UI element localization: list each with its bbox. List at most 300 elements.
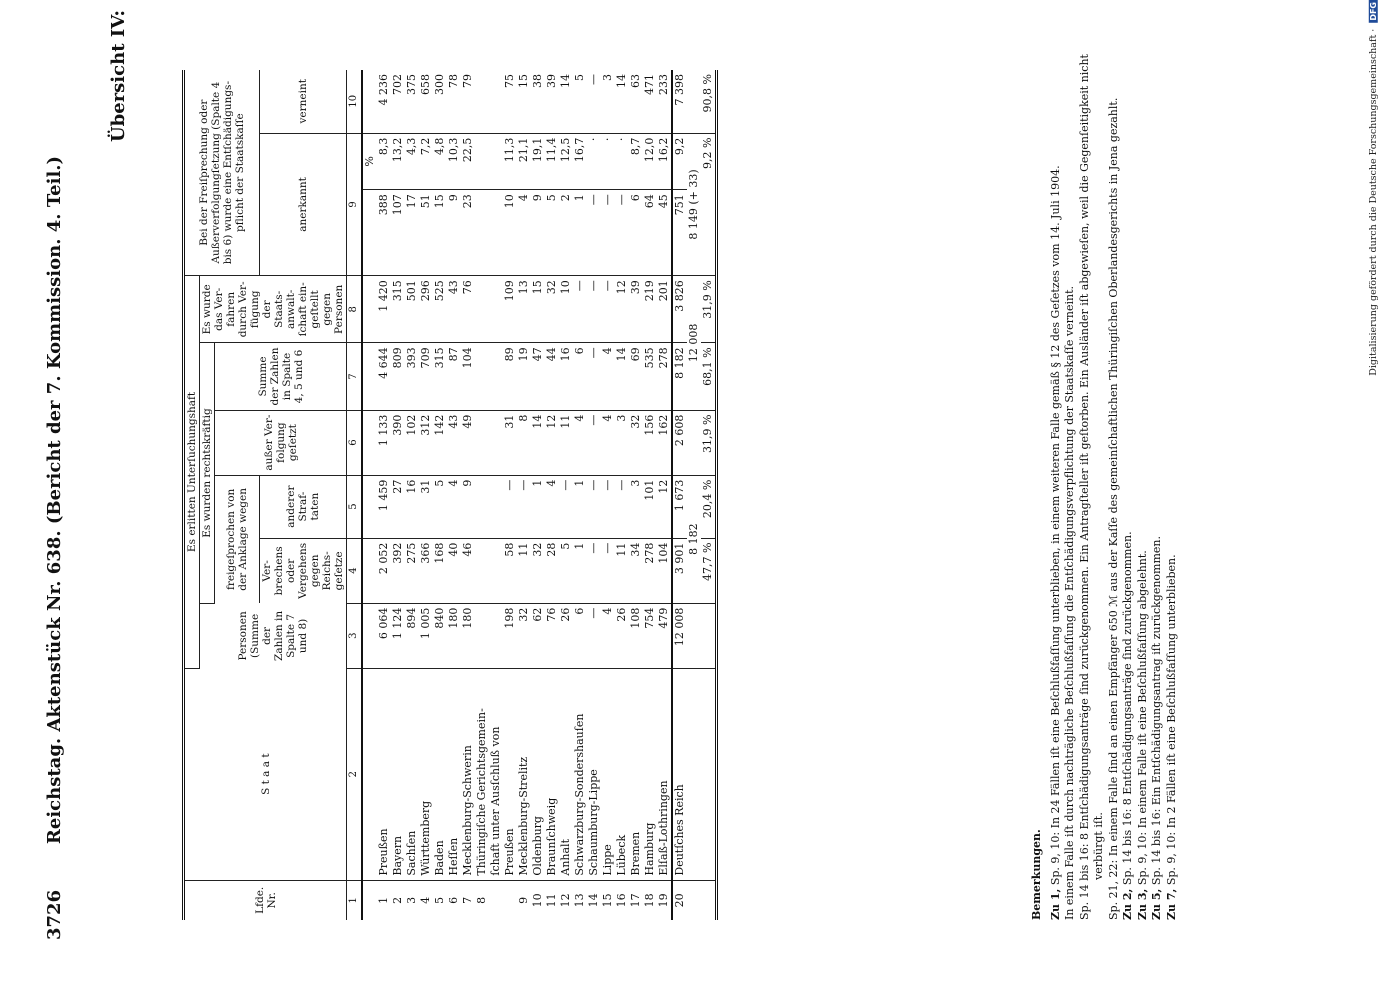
state-name: Sachſen bbox=[405, 668, 419, 880]
cell-c5: — bbox=[615, 475, 629, 538]
cell-c6: 156 bbox=[643, 410, 657, 475]
state-name: Anhalt bbox=[559, 668, 573, 880]
table-body bbox=[362, 70, 672, 920]
col-number: 6 bbox=[347, 410, 363, 475]
cell-c6: 43 bbox=[447, 410, 461, 475]
table-row bbox=[531, 70, 545, 920]
cell-c10: 5 bbox=[573, 70, 587, 133]
page-number: 3726 bbox=[44, 889, 65, 940]
cell-c9p bbox=[489, 133, 503, 190]
table-row bbox=[643, 70, 657, 920]
cell-c4 bbox=[475, 538, 489, 603]
table-row bbox=[391, 70, 405, 920]
cell-c10: 702 bbox=[391, 70, 405, 133]
remark-line bbox=[1150, 50, 1165, 920]
remark-lead: Zu 1, bbox=[1048, 888, 1062, 920]
row-number: 8 bbox=[475, 896, 488, 904]
cell-c3: 1 124 bbox=[391, 603, 405, 668]
column-number-row bbox=[347, 70, 363, 920]
sum-c4-c5: 8 182 bbox=[687, 475, 701, 603]
page-title: Reichstag. Aktenstück Nr. 638. (Bericht der 7. Kommission. 4. Teil.) bbox=[44, 155, 65, 845]
cell-c9p: 13,2 bbox=[391, 133, 405, 190]
remark-line bbox=[1078, 50, 1107, 920]
cell-c3: 26 bbox=[615, 603, 629, 668]
table-row bbox=[517, 70, 531, 920]
cell-c7: 69 bbox=[629, 343, 643, 410]
statistics-table bbox=[182, 70, 718, 920]
cell-c3: 479 bbox=[657, 603, 672, 668]
state-name: Preußen bbox=[503, 668, 517, 880]
state-name: Bremen bbox=[629, 668, 643, 880]
state-name: ſchaft unter Ausſchluß von bbox=[489, 668, 503, 880]
row-number: 12 bbox=[559, 893, 572, 908]
pct-c5: 20,4 % bbox=[701, 475, 717, 538]
remark-text: Sp. 9, 10: In 2 Fällen iſt eine Beſchlußfaſſung unterblieben. bbox=[1164, 554, 1178, 886]
cell-c3: — bbox=[587, 603, 601, 668]
cell-c7: 6 bbox=[573, 343, 587, 410]
cell-c10 bbox=[475, 70, 489, 133]
table-row bbox=[405, 70, 419, 920]
cell-c7: 393 bbox=[405, 343, 419, 410]
cell-c5: 1 459 bbox=[377, 475, 391, 538]
cell-c8: 525 bbox=[433, 276, 447, 343]
state-name: Preußen bbox=[377, 668, 391, 880]
cell-c10: — bbox=[587, 70, 601, 133]
cell-c10: 79 bbox=[461, 70, 475, 133]
cell-c10: 233 bbox=[657, 70, 672, 133]
cell-c5: 1 bbox=[531, 475, 545, 538]
cell-c3: 198 bbox=[503, 603, 517, 668]
cell-c10: 78 bbox=[447, 70, 461, 133]
col-number: 10 bbox=[347, 70, 363, 133]
subtotal-row bbox=[687, 70, 701, 920]
cell-c8 bbox=[489, 276, 503, 343]
pct-c6: 31,9 % bbox=[701, 410, 717, 475]
remark-lead: Zu 5, bbox=[1150, 888, 1163, 920]
cell-c8: — bbox=[573, 276, 587, 343]
dfg-logo: DFG bbox=[1369, 2, 1378, 21]
cell-c4: 11 bbox=[615, 538, 629, 603]
col-head-verbrechen: Ver-brechens oder Vergehens gegen Reichs-geſetze bbox=[260, 538, 347, 603]
cell-c3: 76 bbox=[545, 603, 559, 668]
cell-c6: 4 bbox=[601, 410, 615, 475]
cell-c9: 17 bbox=[405, 190, 419, 276]
cell-c3 bbox=[475, 603, 489, 668]
col-number: 8 bbox=[347, 276, 363, 343]
cell-c5: — bbox=[601, 475, 615, 538]
cell-c3: 840 bbox=[433, 603, 447, 668]
cell-c5: 9 bbox=[461, 475, 475, 538]
col-head-anerkannt: anerkannt bbox=[260, 133, 347, 276]
row-number: 14 bbox=[587, 893, 600, 908]
remark-lead: Zu 2, bbox=[1121, 888, 1134, 920]
cell-c9p bbox=[475, 133, 489, 190]
remark-text: Sp. 9, 10: In einem Falle iſt eine Beſchlußfaſſung abgelehnt. bbox=[1135, 550, 1149, 886]
cell-c9p: 11,3 bbox=[503, 133, 517, 190]
table-row bbox=[587, 70, 601, 920]
cell-c7: 14 bbox=[615, 343, 629, 410]
cell-c9: 2 bbox=[559, 190, 573, 276]
cell-c8: 10 bbox=[559, 276, 573, 343]
col-number: 1 bbox=[347, 880, 363, 920]
cell-c4: — bbox=[601, 538, 615, 603]
cell-c7 bbox=[489, 343, 503, 410]
state-name: Elſaß-Lothringen bbox=[657, 668, 672, 880]
table-row bbox=[433, 70, 447, 920]
col-head-rechtskraeftig: Es wurden rechtskräftig bbox=[200, 343, 215, 603]
cell-c7: 16 bbox=[559, 343, 573, 410]
cell-c7: 4 644 bbox=[377, 343, 391, 410]
cell-c10: 38 bbox=[531, 70, 545, 133]
remark-line bbox=[1107, 50, 1122, 920]
cell-c6: 32 bbox=[629, 410, 643, 475]
cell-c9p: 21,1 bbox=[517, 133, 531, 190]
state-name: Heſſen bbox=[447, 668, 461, 880]
cell-c9: 15 bbox=[433, 190, 447, 276]
table-row bbox=[601, 70, 615, 920]
cell-c8: — bbox=[601, 276, 615, 343]
state-name: Bayern bbox=[391, 668, 405, 880]
row-number: 4 bbox=[419, 896, 432, 904]
cell-c10: 14 bbox=[559, 70, 573, 133]
cell-c6: 4 bbox=[573, 410, 587, 475]
cell-c8: 501 bbox=[405, 276, 419, 343]
col-head-freigesprochen: freigeſprochen von der Anklage wegen bbox=[215, 475, 260, 603]
cell-c5: 101 bbox=[643, 475, 657, 538]
sum-c7-c8: 12 008 bbox=[687, 276, 701, 410]
cell-c9: 9 bbox=[447, 190, 461, 276]
cell-c5 bbox=[475, 475, 489, 538]
cell-c3: 180 bbox=[461, 603, 475, 668]
cell-c3: 6 064 bbox=[377, 603, 391, 668]
cell-c9: 1 bbox=[573, 190, 587, 276]
col-number: 2 bbox=[347, 668, 363, 880]
col-number: 9 bbox=[347, 133, 363, 276]
row-number: 2 bbox=[391, 896, 404, 904]
row-number: 6 bbox=[447, 896, 460, 904]
cell-c4: 275 bbox=[405, 538, 419, 603]
cell-c4 bbox=[489, 538, 503, 603]
cell-c10: 39 bbox=[545, 70, 559, 133]
table-row bbox=[545, 70, 559, 920]
cell-c4: — bbox=[587, 538, 601, 603]
col-head-erlitten: Es erlitten Unterſuchungshaft bbox=[184, 276, 200, 668]
cell-c7: 709 bbox=[419, 343, 433, 410]
cell-c5: 1 bbox=[573, 475, 587, 538]
cell-c9: 9 bbox=[531, 190, 545, 276]
percent-row bbox=[701, 70, 717, 920]
cell-c9: 388 bbox=[377, 190, 391, 276]
cell-c9 bbox=[475, 190, 489, 276]
cell-c3: 32 bbox=[517, 603, 531, 668]
remark-text: Sp. 14 bis 16: Ein Entſchädigungsantrag iſt zurückgenommen. bbox=[1150, 536, 1163, 886]
overview-heading: Übersicht IV: bbox=[108, 10, 129, 143]
pct-c7: 68,1 % bbox=[701, 343, 717, 410]
cell-c9 bbox=[489, 190, 503, 276]
cell-c8: 201 bbox=[657, 276, 672, 343]
footer-text: Digitalisierung gefördert durch die Deutsche Forschungsgemeinschaft · bbox=[1368, 28, 1379, 376]
cell-c8: 1 420 bbox=[377, 276, 391, 343]
cell-c3: 1 005 bbox=[419, 603, 433, 668]
cell-c3: 6 bbox=[573, 603, 587, 668]
cell-c9: 5 bbox=[545, 190, 559, 276]
cell-c5: 31 bbox=[419, 475, 433, 538]
col-head-verneint: verneint bbox=[260, 70, 347, 133]
cell-c4: 5 bbox=[559, 538, 573, 603]
cell-c9: 51 bbox=[419, 190, 433, 276]
cell-c9p: 16,7 bbox=[573, 133, 587, 190]
table-row bbox=[615, 70, 629, 920]
col-number: 4 bbox=[347, 538, 363, 603]
cell-c3: 180 bbox=[447, 603, 461, 668]
cell-c8: 12 bbox=[615, 276, 629, 343]
cell-c5: — bbox=[559, 475, 573, 538]
remark-lead: Zu 7, bbox=[1164, 888, 1178, 920]
total-c8: 3 826 bbox=[672, 276, 687, 343]
col-head-summe: Summe der Zahlen in Spalte 4, 5 und 6 bbox=[215, 343, 347, 410]
row-number: 19 bbox=[657, 893, 670, 908]
cell-c9: — bbox=[615, 190, 629, 276]
state-name: Württemberg bbox=[419, 668, 433, 880]
table-row bbox=[629, 70, 643, 920]
remark-lead: Zu 3, bbox=[1135, 888, 1149, 920]
col-head-anderer: anderer Straf-taten bbox=[260, 475, 347, 538]
remark-line bbox=[1136, 50, 1151, 920]
cell-c8: — bbox=[587, 276, 601, 343]
cell-c4: 104 bbox=[657, 538, 672, 603]
table-row bbox=[447, 70, 461, 920]
cell-c10: 300 bbox=[433, 70, 447, 133]
cell-c6: 102 bbox=[405, 410, 419, 475]
cell-c5: 27 bbox=[391, 475, 405, 538]
table-row bbox=[573, 70, 587, 920]
remark-line bbox=[1165, 50, 1180, 920]
cell-c5: 16 bbox=[405, 475, 419, 538]
cell-c5: 5 bbox=[433, 475, 447, 538]
table-row bbox=[489, 70, 503, 920]
cell-c7: 47 bbox=[531, 343, 545, 410]
cell-c9p: 12,5 bbox=[559, 133, 573, 190]
total-c4: 3 901 bbox=[672, 538, 687, 603]
table-row bbox=[377, 70, 391, 920]
state-name: Thüringiſche Gerichtsgemein- bbox=[475, 668, 489, 880]
cell-c9p: 7,2 bbox=[419, 133, 433, 190]
cell-c8: 15 bbox=[531, 276, 545, 343]
remark-text: In einem Falle iſt durch nachträgliche Beſchlußfaſſung die Entſchädigungsverpflichtung der Staatskaſſe verneint. bbox=[1063, 286, 1076, 920]
cell-c6: 12 bbox=[545, 410, 559, 475]
cell-c10: 15 bbox=[517, 70, 531, 133]
cell-c6: 49 bbox=[461, 410, 475, 475]
col-head-staat: S t a a t bbox=[184, 668, 347, 880]
cell-c4: 2 052 bbox=[377, 538, 391, 603]
row-number: 15 bbox=[601, 893, 614, 908]
state-name: Oldenburg bbox=[531, 668, 545, 880]
state-name: Mecklenburg-Strelitz bbox=[517, 668, 531, 880]
cell-c7: — bbox=[587, 343, 601, 410]
pct-c8: 31,9 % bbox=[701, 276, 717, 343]
cell-c9p: 4,8 bbox=[433, 133, 447, 190]
cell-c4: 32 bbox=[531, 538, 545, 603]
state-name: Braunſchweig bbox=[545, 668, 559, 880]
cell-c6: 1 133 bbox=[377, 410, 391, 475]
cell-c9p: · bbox=[615, 133, 629, 190]
cell-c9: — bbox=[587, 190, 601, 276]
cell-c9p: 19,1 bbox=[531, 133, 545, 190]
cell-c3: 4 bbox=[601, 603, 615, 668]
cell-c9p: 10,3 bbox=[447, 133, 461, 190]
row-number: 11 bbox=[545, 893, 558, 908]
cell-c9p: 22,5 bbox=[461, 133, 475, 190]
cell-c8: 13 bbox=[517, 276, 531, 343]
cell-c5: 4 bbox=[545, 475, 559, 538]
remark-line bbox=[1049, 50, 1064, 920]
cell-c9: 23 bbox=[461, 190, 475, 276]
cell-c3: 754 bbox=[643, 603, 657, 668]
state-name: Lübeck bbox=[615, 668, 629, 880]
col-head-lfde: Lfde. Nr. bbox=[184, 880, 347, 920]
digitization-footer bbox=[1368, 0, 1379, 376]
cell-c6: 14 bbox=[531, 410, 545, 475]
cell-c8: 296 bbox=[419, 276, 433, 343]
cell-c3: 26 bbox=[559, 603, 573, 668]
sum-c9-block bbox=[687, 133, 701, 276]
running-header bbox=[36, 60, 76, 940]
row-number: 3 bbox=[405, 896, 418, 904]
col-head-ausser: außer Ver-folgung geſetzt bbox=[215, 410, 347, 475]
cell-c3: 62 bbox=[531, 603, 545, 668]
cell-c4: 34 bbox=[629, 538, 643, 603]
cell-c9p: 12,0 bbox=[643, 133, 657, 190]
state-name: Hamburg bbox=[643, 668, 657, 880]
cell-c9p: 16,2 bbox=[657, 133, 672, 190]
cell-c5: — bbox=[587, 475, 601, 538]
cell-c10: 658 bbox=[419, 70, 433, 133]
total-c6: 2 608 bbox=[672, 410, 687, 475]
col-head-personen: Personen (Summe der Zahlen in Spalte 7 und 8) bbox=[200, 603, 347, 668]
cell-c4: 11 bbox=[517, 538, 531, 603]
cell-c6: 390 bbox=[391, 410, 405, 475]
cell-c8: 219 bbox=[643, 276, 657, 343]
cell-c7: 278 bbox=[657, 343, 672, 410]
state-name: Baden bbox=[433, 668, 447, 880]
table-row bbox=[559, 70, 573, 920]
state-name: Schwarzburg-Sondershauſen bbox=[573, 668, 587, 880]
cell-c8: 76 bbox=[461, 276, 475, 343]
cell-c4: 168 bbox=[433, 538, 447, 603]
col-number: 5 bbox=[347, 475, 363, 538]
cell-c7 bbox=[475, 343, 489, 410]
table-row bbox=[461, 70, 475, 920]
cell-c4: 28 bbox=[545, 538, 559, 603]
cell-c10: 4 236 bbox=[377, 70, 391, 133]
total-nr: 20 bbox=[672, 880, 687, 920]
cell-c7: 89 bbox=[503, 343, 517, 410]
cell-c10 bbox=[489, 70, 503, 133]
remarks-title: Bemerkungen. bbox=[1030, 829, 1043, 920]
cell-c3 bbox=[489, 603, 503, 668]
cell-c9p: 8,7 bbox=[629, 133, 643, 190]
col-number: 3 bbox=[347, 603, 363, 668]
cell-c7: 44 bbox=[545, 343, 559, 410]
remark-text: Sp. 14 bis 16: 8 Entſchädigungsanträge ſind zurückgenommen. Ein Antragſteller iſt geſtorben. Ein Ausländer iſt abgewieſen, weil die Gegenſeitigkeit nicht verbürgt iſt. bbox=[1077, 54, 1105, 920]
cell-c10: 63 bbox=[629, 70, 643, 133]
cell-c9: — bbox=[601, 190, 615, 276]
table-row bbox=[657, 70, 672, 920]
cell-c10: 14 bbox=[615, 70, 629, 133]
remark-text: Sp. 14 bis 16: 8 Entſchädigungsanträge ſind zurückgenommen. bbox=[1121, 531, 1134, 886]
cell-c6: 31 bbox=[503, 410, 517, 475]
cell-c5: 3 bbox=[629, 475, 643, 538]
row-number: 9 bbox=[517, 896, 530, 904]
cell-c4: 46 bbox=[461, 538, 475, 603]
cell-c3: 894 bbox=[405, 603, 419, 668]
cell-c6 bbox=[489, 410, 503, 475]
table-row bbox=[419, 70, 433, 920]
cell-c9: 64 bbox=[643, 190, 657, 276]
remarks bbox=[1030, 50, 1179, 920]
row-number: 13 bbox=[573, 893, 586, 908]
total-c9: 751 bbox=[672, 190, 687, 276]
table-totals bbox=[672, 70, 717, 920]
table-row bbox=[503, 70, 517, 920]
cell-c3: 108 bbox=[629, 603, 643, 668]
cell-c5: — bbox=[517, 475, 531, 538]
pct-mark-row bbox=[362, 70, 377, 920]
total-c10: 7 398 bbox=[672, 70, 687, 133]
cell-c6: — bbox=[587, 410, 601, 475]
cell-c6: 142 bbox=[433, 410, 447, 475]
cell-c10: 375 bbox=[405, 70, 419, 133]
cell-c6: 11 bbox=[559, 410, 573, 475]
row-number: 18 bbox=[643, 893, 656, 908]
table-head bbox=[184, 70, 363, 920]
pct-c10: 90,8 % bbox=[701, 70, 717, 133]
total-c3: 12 008 bbox=[672, 603, 687, 668]
cell-c5: — bbox=[503, 475, 517, 538]
remarks-lines bbox=[1049, 50, 1180, 920]
remark-line bbox=[1063, 50, 1078, 920]
cell-c8: 315 bbox=[391, 276, 405, 343]
cell-c6 bbox=[475, 410, 489, 475]
row-number bbox=[503, 880, 517, 920]
cell-c7: 104 bbox=[461, 343, 475, 410]
total-c5: 1 673 bbox=[672, 475, 687, 538]
remark-text: Sp. 9, 10: In 24 Fällen iſt eine Beſchlußfaſſung unterblieben, in einem weiteren Falle gemäß § 12 des Geſetzes vom 14. Juli 1904. bbox=[1048, 165, 1062, 886]
remark-line bbox=[1121, 50, 1136, 920]
cell-c9: 4 bbox=[517, 190, 531, 276]
cell-c10: 75 bbox=[503, 70, 517, 133]
cell-c4: 392 bbox=[391, 538, 405, 603]
cell-c6: 162 bbox=[657, 410, 672, 475]
pct-c9: 9,2 % bbox=[701, 133, 717, 276]
sum-c9: 8 149 bbox=[687, 208, 700, 240]
cell-c8: 32 bbox=[545, 276, 559, 343]
cell-c8 bbox=[475, 276, 489, 343]
cell-c8: 109 bbox=[503, 276, 517, 343]
row-number: 16 bbox=[615, 893, 628, 908]
cell-c7: 535 bbox=[643, 343, 657, 410]
cell-c7: 87 bbox=[447, 343, 461, 410]
cell-c4: 1 bbox=[573, 538, 587, 603]
cell-c9: 10 bbox=[503, 190, 517, 276]
col-head-freisprechung: Bei der Freiſprechung oder Außerverfolgungſetzung (Spalte 4 bis 6) wurde eine Entſchädigungs-pflicht der Staatskaſſe bbox=[184, 70, 260, 276]
cell-c6: 3 bbox=[615, 410, 629, 475]
cell-c9p: · bbox=[601, 133, 615, 190]
cell-c10: 3 bbox=[601, 70, 615, 133]
total-c7: 8 182 bbox=[672, 343, 687, 410]
cell-c9p: 4,3 bbox=[405, 133, 419, 190]
cell-c4: 40 bbox=[447, 538, 461, 603]
